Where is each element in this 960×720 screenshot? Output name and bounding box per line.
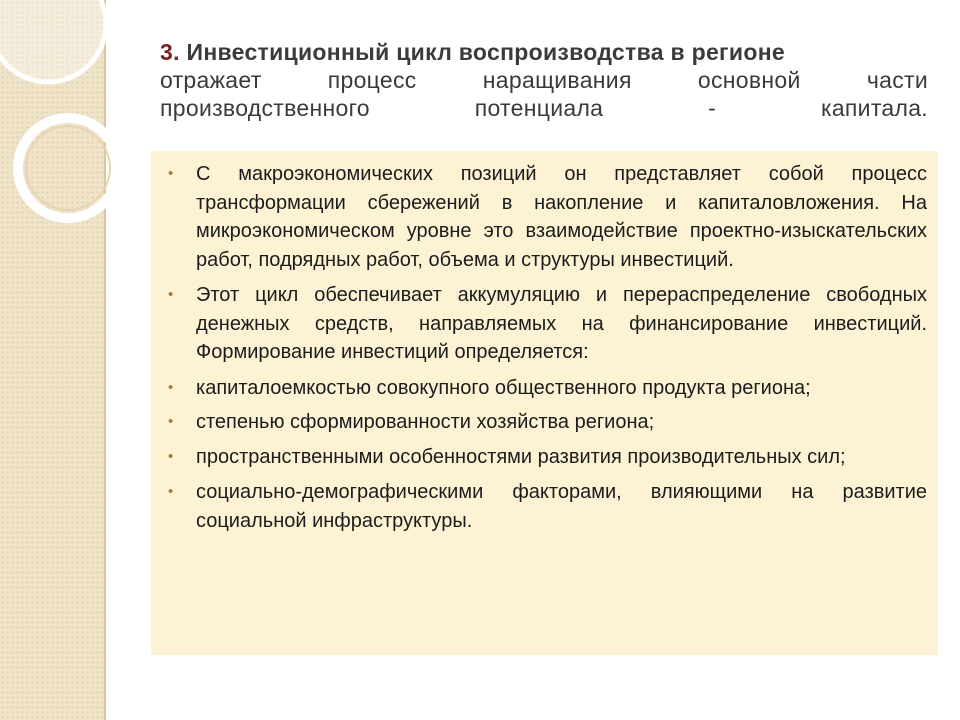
bullet-text: степенью сформированности хозяйства региона; — [196, 411, 655, 433]
decor-circle-mid — [18, 118, 118, 218]
list-item — [168, 443, 927, 472]
bullet-icon: • — [168, 165, 174, 182]
list-item — [168, 408, 927, 437]
title-line-2: отражает процесс наращивания основной части — [160, 67, 928, 93]
title-line-3-dash: - — [708, 95, 717, 121]
list-item — [168, 160, 927, 274]
bullet-text: С макроэкономических позиций он представляет собой процесс трансформации сбережений в накопление и капиталовложения. На микроэкономическом уровне это взаимодействие проектно-изыскательских работ, подрядных работ, объема и структуры инвестиций. — [196, 163, 927, 271]
decorative-circles — [0, 0, 140, 260]
bullet-icon: • — [168, 483, 174, 500]
title-line-3-part2: потенциала — [474, 95, 604, 121]
title-line-1 — [160, 38, 928, 66]
title-number: 3. — [160, 39, 180, 65]
bullet-text: пространственными особенностями развития производительных сил; — [196, 445, 846, 468]
decor-circle-inner — [26, 126, 110, 210]
slide-title — [160, 38, 928, 122]
bullet-text: социально-демографическими факторами, влияющими на развитие социальной инфраструктуры. — [196, 481, 927, 532]
title-line-3-part1: производственного — [160, 95, 370, 121]
title-line-3 — [160, 94, 928, 122]
bullet-icon: • — [168, 447, 174, 465]
list-item — [168, 281, 927, 367]
bullet-list — [168, 160, 927, 542]
title-bold-text: Инвестиционный цикл воспроизводства в регионе — [186, 39, 786, 65]
bullet-icon: • — [168, 378, 174, 396]
bullet-icon: • — [168, 286, 174, 303]
list-item — [168, 374, 927, 403]
title-line-3-part3: капитала. — [820, 95, 928, 121]
bullet-text: капиталоемкостью совокупного общественного продукта региона; — [196, 376, 811, 399]
bullet-text: Этот цикл обеспечивает аккумуляцию и перераспределение свободных денежных средств, направляемых на финансирование инвестиций. Формирование инвестиций определяется: — [196, 284, 927, 363]
bullet-icon: • — [168, 413, 174, 430]
decor-circle-top — [0, 0, 106, 82]
list-item — [168, 478, 927, 535]
